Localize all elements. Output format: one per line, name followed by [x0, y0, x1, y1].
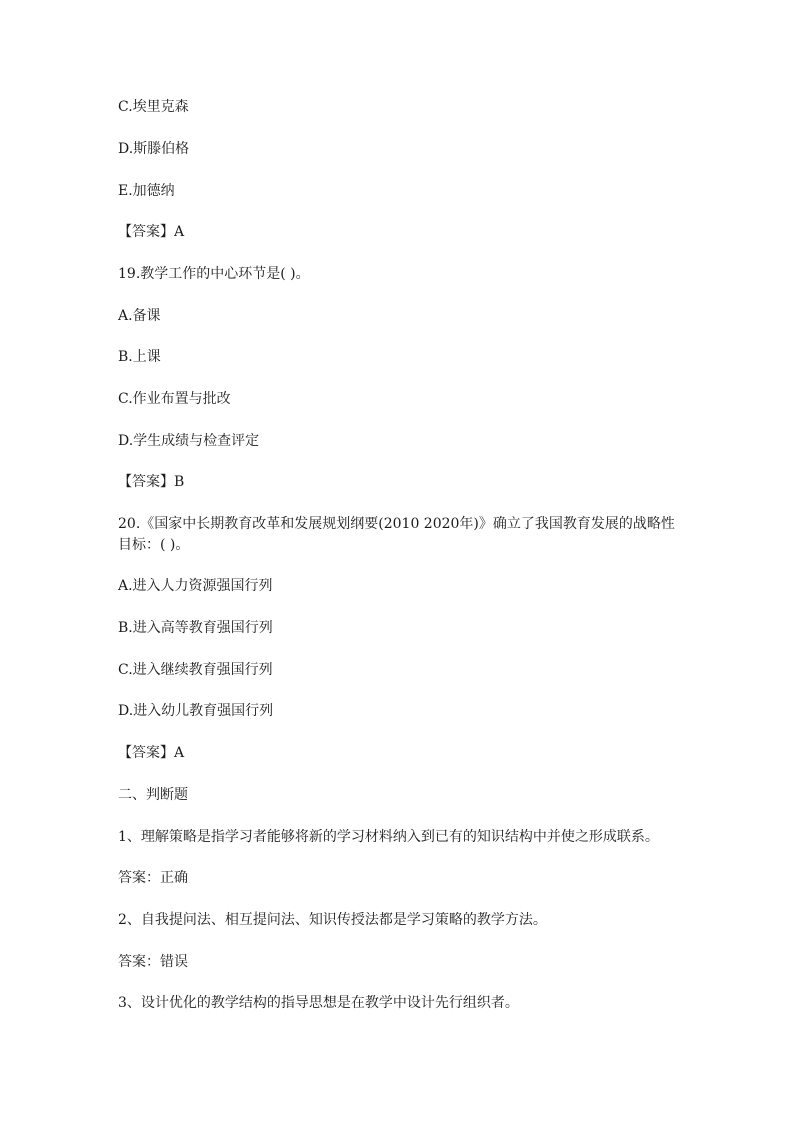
q19-option-c: C.作业布置与批改: [118, 391, 231, 407]
q19-answer: 【答案】B: [118, 474, 185, 490]
q20-question-line-1: 20.《国家中长期教育改革和发展规划纲要(2010 2020年)》确立了我国教育发展的战略性: [118, 516, 675, 532]
tf-item-2-answer: 答案：错误: [118, 954, 188, 970]
q18-option-e: E.加德纳: [118, 183, 175, 199]
q20-option-c: C.进入继续教育强国行列: [118, 662, 273, 678]
tf-item-1-statement: 1、理解策略是指学习者能够将新的学习材料纳入到已有的知识结构中并使之形成联系。: [118, 829, 659, 845]
q20-option-d: D.进入幼儿教育强国行列: [118, 703, 274, 719]
q18-answer: 【答案】A: [118, 224, 185, 240]
q19-option-d: D.学生成绩与检查评定: [118, 433, 260, 449]
tf-item-1-answer: 答案：正确: [118, 870, 188, 886]
section-heading: 二、判断题: [118, 787, 188, 803]
q18-option-d: D.斯滕伯格: [118, 141, 190, 157]
tf-item-2-statement: 2、自我提问法、相互提问法、知识传授法都是学习策略的教学方法。: [118, 912, 547, 928]
tf-item-3-statement: 3、设计优化的教学结构的指导思想是在教学中设计先行组织者。: [118, 995, 519, 1011]
q19-option-a: A.备课: [118, 308, 161, 324]
q20-option-b: B.进入高等教育强国行列: [118, 620, 273, 636]
q20-answer: 【答案】A: [118, 745, 185, 761]
q20-option-a: A.进入人力资源强国行列: [118, 578, 273, 594]
q19-option-b: B.上课: [118, 349, 161, 365]
q20-question-line-2: 目标：( )。: [118, 537, 190, 553]
q18-option-c: C.埃里克森: [118, 99, 189, 115]
q19-question: 19.教学工作的中心环节是( )。: [118, 266, 310, 282]
